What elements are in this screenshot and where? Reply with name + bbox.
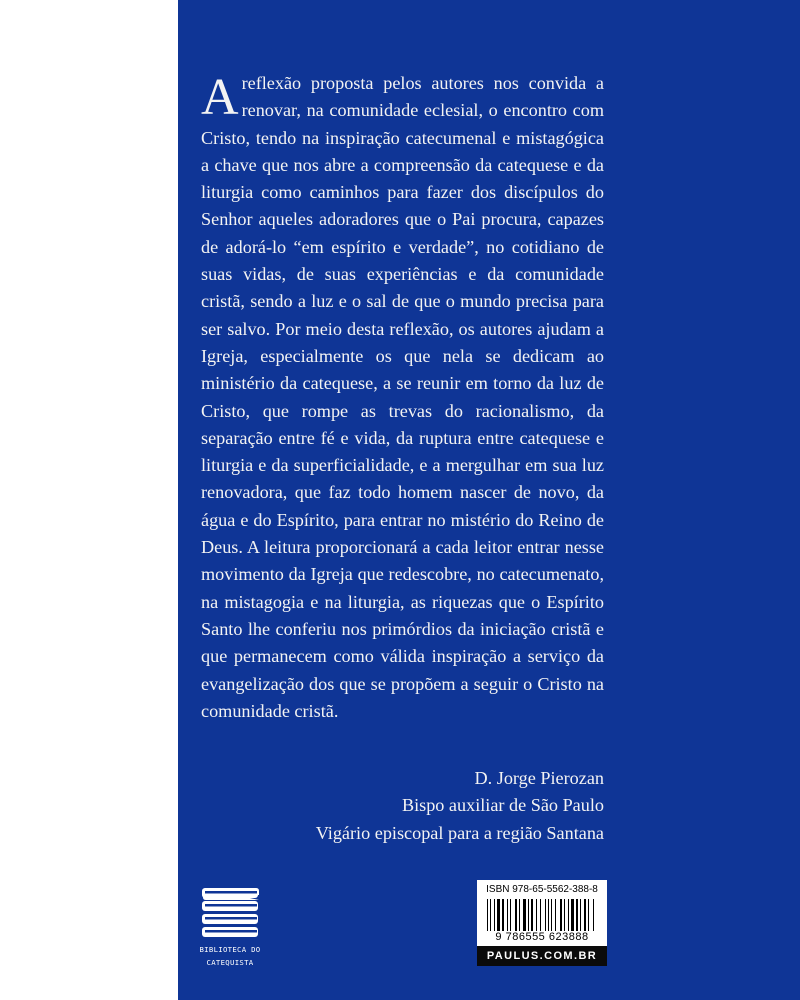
blurb-body: reflexão proposta pelos autores nos convida a renovar, na comunidade eclesial, o encontro com Cristo, tendo na inspiração catecumenal e mistagógica a chave que nos abre a compreensão da catequese e da liturgia como caminhos para fazer dos discípulos do Senhor aqueles adoradores que o Pai procura, capazes de adorá-lo “em espírito e verdade”, no cotidiano de suas vidas, de suas experiências e da comunidade cristã, sendo a luz e o sal de que o mundo precisa para ser salvo. Por meio desta reflexão, os autores ajudam a Igreja, especialmente os que nela se dedicam ao ministério da catequese, a se reunir em torno da luz de Cristo, que rompe as trevas do racionalismo, da separação entre fé e vida, da ruptura entre catequese e liturgia e da superficialidade, e a mergulhar em sua luz renovadora, que faz todo homem nascer de novo, da água e do Espírito, para entrar no mistério do Reino de Deus. A leitura proporcionará a cada leitor entrar nesse movimento da Igreja que redescobre, no catecumenato, na mistagogia e na liturgia, as riquezas que o Espírito Santo lhe conferiu nos primórdios da iniciação cristã e que permanecem como válida inspiração a serviço da evangelização dos que se propõem a seguir o Cristo na comunidade cristã.	[201, 73, 604, 721]
isbn-text: ISBN 978-65-5562-388-8	[486, 884, 598, 895]
author-role: Vigário episcopal para a região Santana	[315, 822, 604, 843]
blurb-text	[201, 70, 604, 725]
barcode-number: 9 786555 623888	[495, 931, 589, 943]
publisher-url: PAULUS.COM.BR	[477, 946, 607, 966]
barcode-bars	[477, 899, 607, 931]
barcode-label	[477, 880, 607, 966]
author-title: Bispo auxiliar de São Paulo	[401, 795, 604, 816]
series-line-2: CATEQUISTA	[206, 958, 254, 967]
drop-cap: A	[201, 69, 239, 126]
series-line-1: BIBLIOTECA DO	[199, 945, 261, 954]
series-name	[196, 943, 264, 969]
author-name: D. Jorge Pierozan	[474, 768, 604, 788]
stacked-books-icon	[200, 886, 260, 938]
blurb-paragraph	[201, 70, 604, 725]
series-logo	[196, 886, 264, 969]
signature-block	[316, 765, 604, 847]
